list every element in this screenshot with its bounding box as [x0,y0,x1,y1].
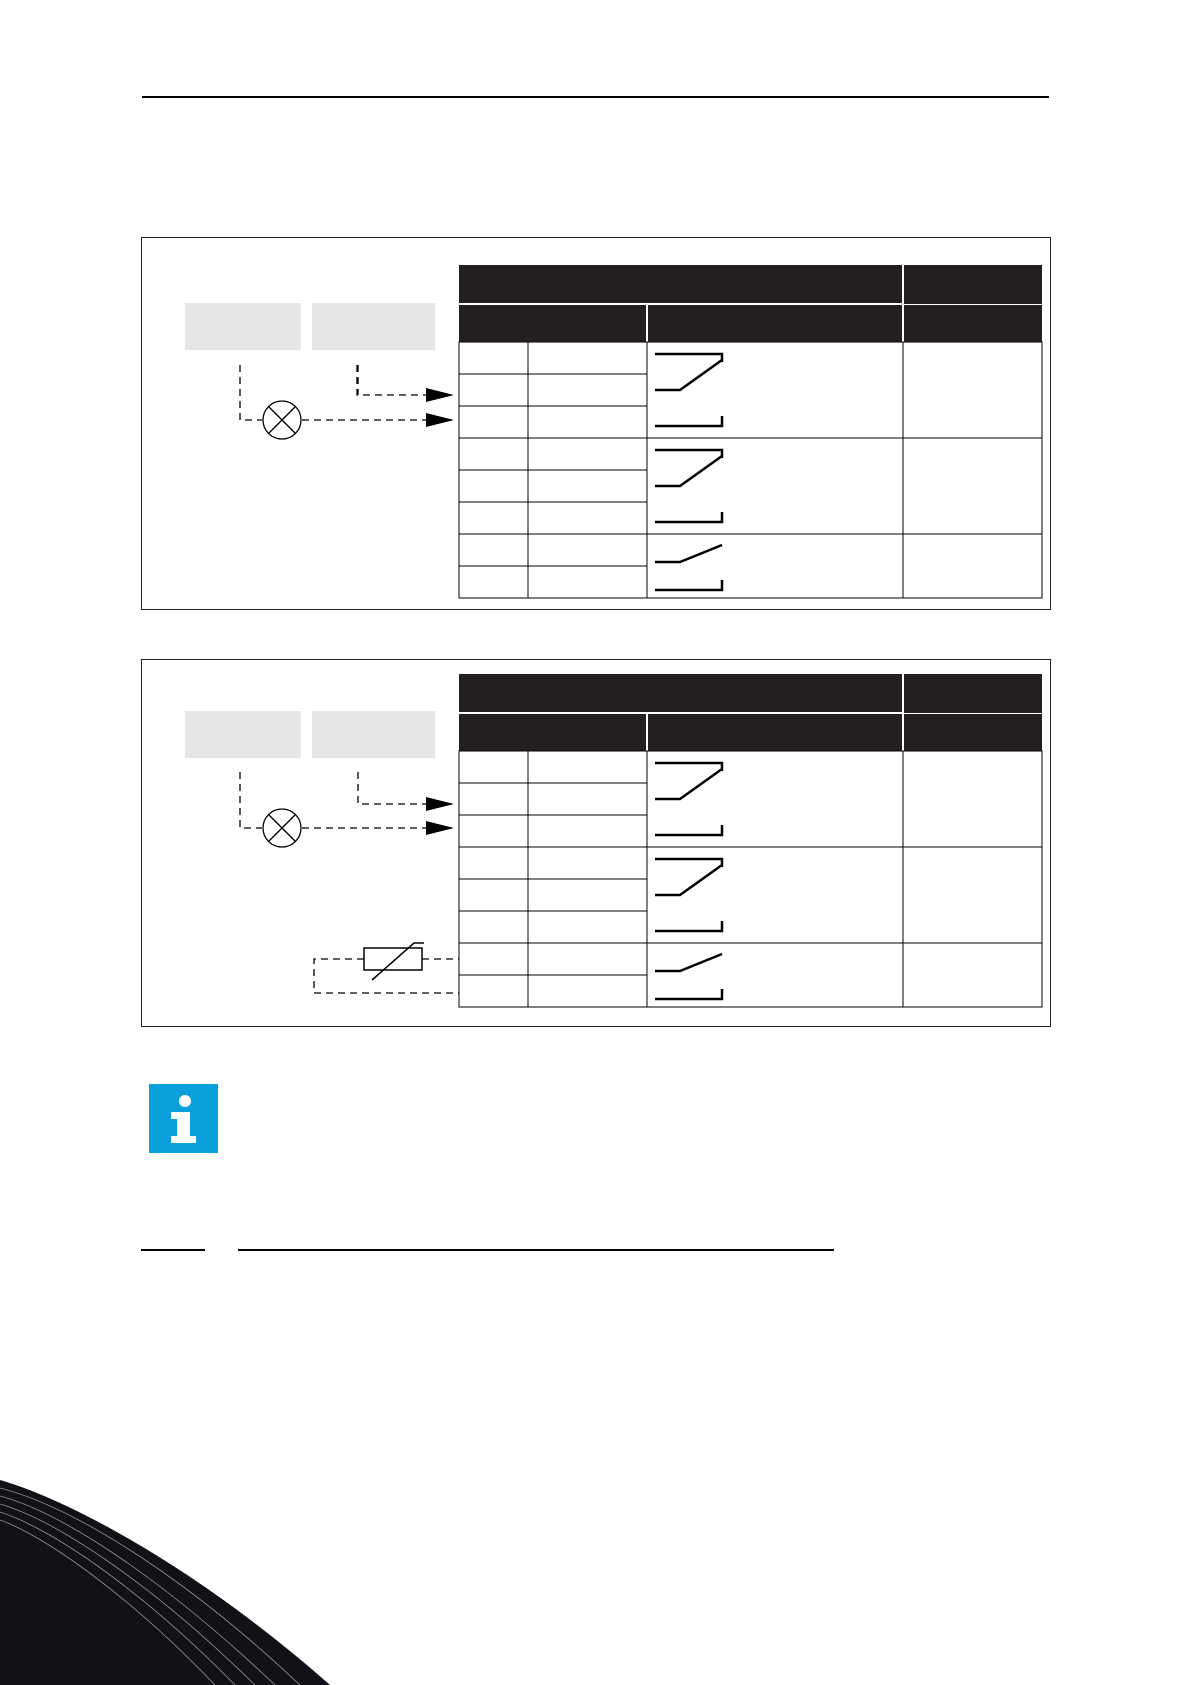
terminal-table [459,342,1042,598]
relay-contact-changeover-2 [655,450,722,522]
relay-diagram-1 [141,237,1051,610]
relay-contact-normally-open [655,954,722,999]
relay-diagram-1-svg [142,238,1052,611]
relay-diagram-2-svg [142,660,1052,1028]
arrow-2 [426,413,454,427]
table-header-sub [459,714,1042,751]
lamp-icon [263,809,301,847]
arrow-1 [426,388,454,402]
arrow-1 [426,797,454,811]
header-rule [142,96,1049,98]
terminal-table [459,751,1042,1007]
corner-graphic [0,1480,340,1685]
input-block-right [312,711,435,758]
relay-contact-changeover-2 [655,859,722,931]
footer-link-long[interactable] [238,1249,834,1251]
table-header-top [459,674,1042,713]
input-block-right [312,303,435,350]
signal-wiring [240,772,428,828]
input-block-left [185,711,301,758]
lamp-icon [263,401,301,439]
table-header-top [459,265,1042,304]
table-header-sub [459,305,1042,342]
thermistor-wiring [314,959,459,993]
input-block-left [185,303,301,350]
relay-contact-normally-open [655,545,722,590]
info-icon [149,1084,218,1153]
footer-link-short[interactable] [141,1249,205,1251]
arrow-2 [426,821,454,835]
signal-wiring [240,365,434,420]
relay-diagram-2 [141,659,1051,1027]
relay-contact-changeover-1 [655,354,722,426]
relay-contact-changeover-1 [655,763,722,835]
thermistor-icon [364,943,424,980]
